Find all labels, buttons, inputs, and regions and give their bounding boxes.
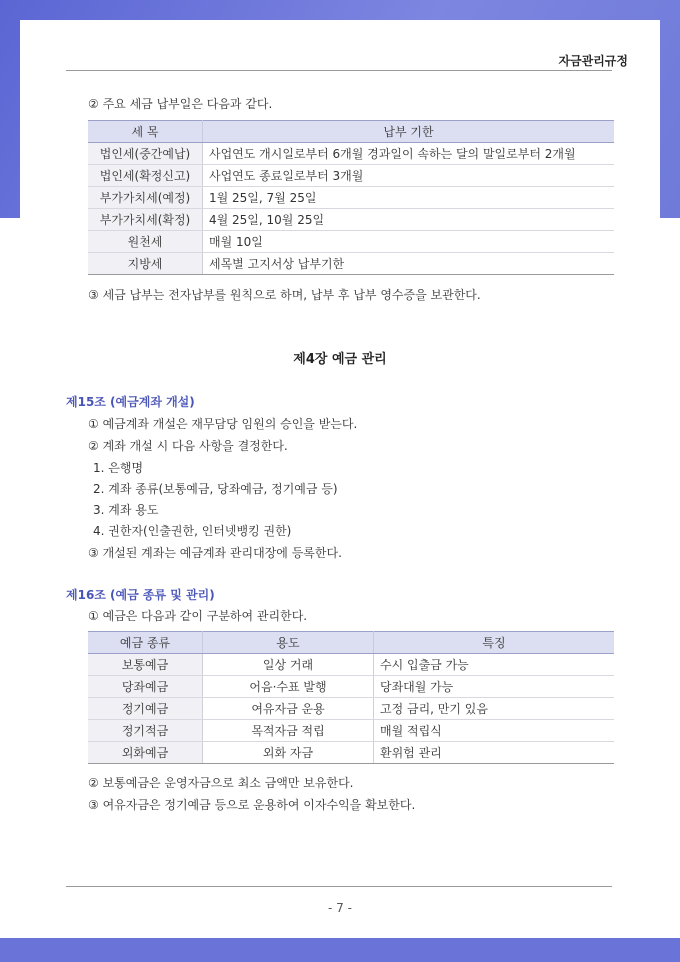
page-number: - 7 - xyxy=(328,901,352,915)
article-15-paragraph-3: ③ 개설된 계좌는 예금계좌 관리대장에 등록한다. xyxy=(88,546,342,560)
deposit-type-cell: 정기적금 xyxy=(88,720,203,742)
tax-note: ③ 세금 납부는 전자납부를 원칙으로 하며, 납부 후 납부 영수증을 보관한다. xyxy=(88,288,481,302)
tax-item-cell: 법인세(중간예납) xyxy=(88,143,203,165)
table-row xyxy=(88,187,614,209)
tax-deadline-cell: 사업연도 개시일로부터 6개월 경과일이 속하는 달의 말일로부터 2개월 xyxy=(203,143,615,165)
tax-deadline-cell: 4월 25일, 10월 25일 xyxy=(203,209,615,231)
tax-intro: ② 주요 세금 납부일은 다음과 같다. xyxy=(88,97,273,111)
list-item: 3. 계좌 용도 xyxy=(93,503,159,517)
deposit-feature-cell: 매월 적립식 xyxy=(374,720,615,742)
tax-item-cell: 부가가치세(예정) xyxy=(88,187,203,209)
deposit-feature-cell: 고정 금리, 만기 있음 xyxy=(374,698,615,720)
deposit-type-cell: 당좌예금 xyxy=(88,676,203,698)
table-row xyxy=(88,742,614,764)
table-row xyxy=(88,253,614,275)
article-16-paragraph-2: ② 보통예금은 운영자금으로 최소 금액만 보유한다. xyxy=(88,776,354,790)
table-row xyxy=(88,165,614,187)
tax-table-header-item: 세 목 xyxy=(88,121,203,143)
background-band-bottom xyxy=(0,938,680,962)
tax-deadline-cell: 사업연도 종료일로부터 3개월 xyxy=(203,165,615,187)
tax-deadline-cell: 1월 25일, 7월 25일 xyxy=(203,187,615,209)
table-row xyxy=(88,209,614,231)
article-16-title: 제16조 (예금 종류 및 관리) xyxy=(66,588,215,602)
deposit-feature-cell: 환위험 관리 xyxy=(374,742,615,764)
article-15-title: 제15조 (예금계좌 개설) xyxy=(66,395,195,409)
list-item: 2. 계좌 종류(보통예금, 당좌예금, 정기예금 등) xyxy=(93,482,338,496)
tax-item-cell: 부가가치세(확정) xyxy=(88,209,203,231)
tax-table-header-row xyxy=(88,121,614,143)
deposit-table-header-purpose: 용도 xyxy=(203,632,374,654)
deposit-purpose-cell: 여유자금 운용 xyxy=(203,698,374,720)
table-row xyxy=(88,720,614,742)
header-rule xyxy=(66,70,612,71)
tax-table xyxy=(88,120,614,275)
deposit-feature-cell: 수시 입출금 가능 xyxy=(374,654,615,676)
tax-item-cell: 법인세(확정신고) xyxy=(88,165,203,187)
deposit-purpose-cell: 목적자금 적립 xyxy=(203,720,374,742)
article-16-paragraph-3: ③ 여유자금은 정기예금 등으로 운용하여 이자수익을 확보한다. xyxy=(88,798,416,812)
footer-rule xyxy=(66,886,612,887)
deposit-type-cell: 보통예금 xyxy=(88,654,203,676)
tax-table-header-deadline: 납부 기한 xyxy=(203,121,615,143)
list-item: 1. 은행명 xyxy=(93,461,144,475)
list-item: 4. 권한자(인출권한, 인터넷뱅킹 권한) xyxy=(93,524,292,538)
chapter-title: 제4장 예금 관리 xyxy=(293,352,387,367)
article-15-paragraph-2: ② 계좌 개설 시 다음 사항을 결정한다. xyxy=(88,439,288,453)
tax-deadline-cell: 세목별 고지서상 납부기한 xyxy=(203,253,615,275)
document-header-title: 자금관리규정 xyxy=(558,54,628,68)
article-15-paragraph-1: ① 예금계좌 개설은 재무담당 임원의 승인을 받는다. xyxy=(88,417,358,431)
deposit-table-header-feature: 특징 xyxy=(374,632,615,654)
table-row xyxy=(88,698,614,720)
deposit-type-cell: 외화예금 xyxy=(88,742,203,764)
tax-item-cell: 지방세 xyxy=(88,253,203,275)
deposit-feature-cell: 당좌대월 가능 xyxy=(374,676,615,698)
deposit-table-header-type: 예금 종류 xyxy=(88,632,203,654)
article-16-paragraph-1: ① 예금은 다음과 같이 구분하여 관리한다. xyxy=(88,609,308,623)
tax-item-cell: 원천세 xyxy=(88,231,203,253)
deposit-purpose-cell: 외화 자금 xyxy=(203,742,374,764)
tax-deadline-cell: 매월 10일 xyxy=(203,231,615,253)
table-row xyxy=(88,676,614,698)
table-row xyxy=(88,654,614,676)
deposit-type-cell: 정기예금 xyxy=(88,698,203,720)
deposit-purpose-cell: 어음·수표 발행 xyxy=(203,676,374,698)
deposit-table xyxy=(88,631,614,764)
deposit-purpose-cell: 일상 거래 xyxy=(203,654,374,676)
deposit-table-header-row xyxy=(88,632,614,654)
table-row xyxy=(88,143,614,165)
table-row xyxy=(88,231,614,253)
